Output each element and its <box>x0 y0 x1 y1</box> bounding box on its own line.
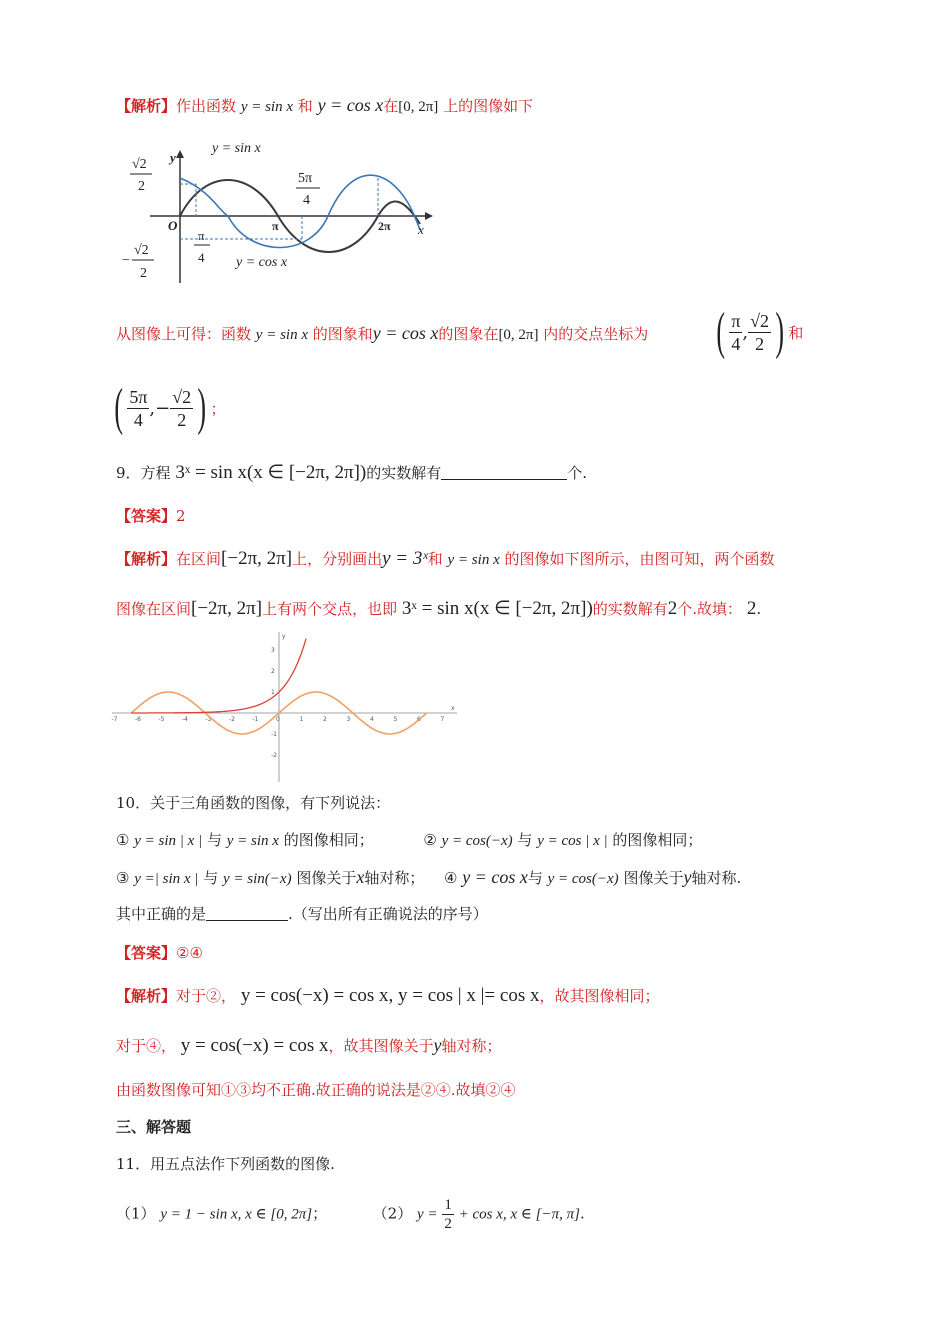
label-two: 2 <box>140 266 147 281</box>
formula: y = sin | x | <box>134 833 203 849</box>
point2 <box>110 380 225 436</box>
label-two: 2 <box>138 179 145 194</box>
label-sqrt2: √2 <box>134 243 149 258</box>
text: 轴对称； <box>441 1037 502 1055</box>
x-tick: 7 <box>440 716 445 723</box>
q10-analysis-2 <box>116 1034 502 1057</box>
formula: [0, 2π] <box>398 99 439 115</box>
label-5pi: 5π <box>298 171 313 186</box>
text: 的图像相同； <box>612 831 703 849</box>
text: 其中正确的是 <box>116 905 207 923</box>
y-tick: 3 <box>271 647 275 654</box>
frac-den: 4 <box>731 333 741 354</box>
text: . <box>579 1204 585 1223</box>
label-x: x <box>418 222 424 237</box>
formula: y = 1 − sin x, x ∈ [0, 2π] <box>160 1206 313 1223</box>
q10-answer <box>116 942 203 964</box>
q10-analysis-1 <box>116 985 659 1007</box>
x-tick: -6 <box>135 716 141 723</box>
analysis-tag: 【解析】 <box>116 987 177 1005</box>
frac-num: √2 <box>172 386 192 407</box>
formula: y <box>433 1035 442 1055</box>
sin-cos-graph <box>120 138 440 288</box>
text: 的实数解有 <box>366 464 442 482</box>
label-y: y <box>170 150 176 165</box>
text: 的图像相同； <box>283 831 374 849</box>
answer-blank <box>441 465 567 480</box>
fraction <box>170 386 193 431</box>
x-tick: 1 <box>299 716 304 723</box>
x-tick: 5 <box>393 716 398 723</box>
frac-num: 1 <box>444 1197 452 1213</box>
x-axis-label: x <box>451 705 455 712</box>
frac-num: 5π <box>129 386 148 407</box>
text: ； <box>210 399 226 418</box>
q9-analysis-1 <box>116 548 775 571</box>
fraction <box>442 1196 454 1233</box>
q9-analysis-2 <box>116 598 761 620</box>
formula: [−2π, 2π] <box>191 598 263 619</box>
text: 与 <box>206 831 222 849</box>
formula: y = cos x <box>317 95 384 115</box>
section-title: 三、解答题 <box>116 1118 192 1136</box>
formula: y = cos(−x) = cos x, y = cos | x |= cos x <box>240 985 540 1006</box>
x-tick: -5 <box>158 716 165 723</box>
y-ticks <box>271 647 277 759</box>
statement-number: ② <box>423 831 437 849</box>
answer-tag: 【答案】 <box>116 507 177 525</box>
q10-ask <box>116 903 488 925</box>
q9-question <box>116 462 587 484</box>
y-tick: -2 <box>271 752 277 759</box>
frac-den: 4 <box>133 409 143 430</box>
s8-conclusion <box>116 322 648 346</box>
analysis-tag: 【解析】 <box>116 97 177 115</box>
text: 和 <box>788 323 804 342</box>
text: ，故其图像相同； <box>539 987 660 1005</box>
comma: , <box>742 321 749 343</box>
y-axis-label: y <box>282 633 286 640</box>
x-tick: 6 <box>417 716 421 723</box>
answer-tag: 【答案】 <box>116 944 177 962</box>
statement-number: ④ <box>443 869 458 887</box>
formula: y = cos x <box>462 867 528 887</box>
y-axis-arrow <box>176 150 184 158</box>
q11-title: 11．用五点法作下列函数的图像. <box>116 1155 335 1173</box>
formula: y = sin x <box>447 552 500 568</box>
cos-curve <box>180 175 420 247</box>
x-tick: -4 <box>182 716 188 723</box>
analysis-tag: 【解析】 <box>116 550 177 568</box>
text: 的实数解有 <box>592 600 668 618</box>
q10-statement-1-2 <box>116 829 702 852</box>
label-four: 4 <box>303 193 310 208</box>
frac-den: 2 <box>444 1216 452 1232</box>
label-four: 4 <box>198 250 205 265</box>
x-tick: 2 <box>323 716 327 723</box>
frac-num: √2 <box>750 310 770 331</box>
question-number: 9．方程 <box>116 464 171 482</box>
text: 上的图像如下 <box>443 97 534 115</box>
answer-value: 2 <box>176 507 186 525</box>
text: 上有两个交点，也即 <box>262 600 398 618</box>
q10-analysis-3: 由函数图像可知①③均不正确.故正确的说法是②④.故填②④ <box>116 1081 516 1099</box>
formula: [0, 2π] <box>498 327 539 343</box>
formula: y = cos(−x) = cos x <box>180 1035 329 1056</box>
x-tick: -3 <box>205 716 212 723</box>
x-tick: 0 <box>276 716 280 723</box>
x-tick: -1 <box>252 716 259 723</box>
label-neg: − <box>122 253 130 268</box>
label-cos: y = cos x <box>236 255 288 270</box>
comma: , <box>149 397 156 419</box>
q10-title: 10．关于三角函数的图像，有下列说法： <box>116 794 391 812</box>
formula: x <box>356 867 365 887</box>
x-tick: 4 <box>370 716 374 723</box>
text: . <box>756 600 762 618</box>
text: 轴对称； <box>364 869 425 887</box>
fraction <box>748 310 771 355</box>
formula: 3ˣ = sin x(x ∈ [−2π, 2π]) <box>401 598 593 619</box>
formula: 3ˣ = sin x(x ∈ [−2π, 2π]) <box>175 462 367 483</box>
formula: y = 3ˣ <box>382 548 428 569</box>
text: 和 <box>427 550 443 568</box>
formula: y = sin x <box>255 327 308 343</box>
x-ticks <box>112 716 445 723</box>
s8-analysis-line <box>116 94 533 118</box>
formula: y =| sin x | <box>134 871 199 887</box>
frac-num: π <box>731 310 741 331</box>
point1 <box>712 304 803 360</box>
formula: y = cos | x | <box>537 833 608 849</box>
text: 从图像上可得：函数 <box>116 325 252 343</box>
formula: 2 <box>667 598 678 619</box>
q11-parts <box>116 1196 585 1233</box>
text: 作出函数 <box>176 97 237 115</box>
part-number: （2） <box>372 1204 413 1223</box>
formula: y = sin x <box>240 99 294 115</box>
text: 的图像如下图所示，由图可知，两个函数 <box>504 550 775 568</box>
label-origin: O <box>168 218 178 233</box>
label-2pi: 2π <box>378 219 391 233</box>
paren: ( <box>114 379 123 436</box>
statement-number: ① <box>116 831 130 849</box>
formula: + cos x, x ∈ [−π, π] <box>458 1206 580 1223</box>
q10-statement-3-4 <box>116 866 741 890</box>
text: 上，分别画出 <box>292 550 383 568</box>
formula: y = sin x <box>226 833 279 849</box>
fraction <box>729 310 742 355</box>
formula: y <box>683 867 692 887</box>
text: 在 <box>383 97 399 115</box>
x-tick: 3 <box>346 716 351 723</box>
text: 的图象在 <box>438 325 499 343</box>
text: 的图象和 <box>312 325 373 343</box>
paren: ) <box>197 379 207 436</box>
label-sqrt2: √2 <box>132 157 147 172</box>
text: 和 <box>297 97 313 115</box>
text: 图像关于 <box>296 869 357 887</box>
formula: 2 <box>746 598 757 619</box>
frac-den: 2 <box>177 409 187 430</box>
text: 与 <box>527 869 543 887</box>
text: 个.故填： <box>677 600 743 618</box>
label-pi-num: π <box>198 228 205 243</box>
minus: − <box>155 397 171 419</box>
x-tick: -7 <box>111 716 118 723</box>
y-tick: 1 <box>271 689 275 696</box>
formula: [−2π, 2π] <box>221 548 293 569</box>
q9-answer <box>116 505 186 527</box>
label-sin: y = sin x <box>212 141 261 156</box>
text: 对于④， <box>116 1037 177 1055</box>
text: 图像关于 <box>623 869 684 887</box>
y-tick: -1 <box>271 731 277 738</box>
part-number: （1） <box>116 1204 156 1223</box>
text: 与 <box>517 831 533 849</box>
frac-den: 2 <box>755 333 765 354</box>
exp-curve <box>131 639 306 713</box>
answer-value: ②④ <box>176 944 203 962</box>
text: 图像在区间 <box>116 600 192 618</box>
y-tick: 2 <box>271 668 275 675</box>
text: 个. <box>567 464 588 482</box>
paren: ( <box>716 303 725 360</box>
x-tick: -2 <box>229 716 235 723</box>
exp-sin-graph <box>112 632 462 782</box>
formula: y = cos(−x) <box>441 833 513 849</box>
text: 内的交点坐标为 <box>543 325 649 343</box>
answer-blank <box>206 906 288 921</box>
text: 在区间 <box>176 550 222 568</box>
text: 轴对称. <box>691 869 742 887</box>
formula: y = sin(−x) <box>223 871 292 887</box>
text: ，故其图像关于 <box>328 1037 434 1055</box>
label-pi: π <box>272 219 279 233</box>
formula: y = cos x <box>372 323 439 343</box>
paren: ) <box>775 303 785 360</box>
x-axis-arrow <box>425 212 433 220</box>
text: ； <box>312 1204 328 1223</box>
statement-number: ③ <box>116 869 130 887</box>
text: 对于②， <box>176 987 237 1005</box>
formula: y = <box>417 1206 438 1223</box>
formula: y = cos(−x) <box>547 871 619 887</box>
fraction <box>127 386 149 431</box>
text: 与 <box>203 869 219 887</box>
text: .（写出所有正确说法的序号） <box>288 905 488 923</box>
